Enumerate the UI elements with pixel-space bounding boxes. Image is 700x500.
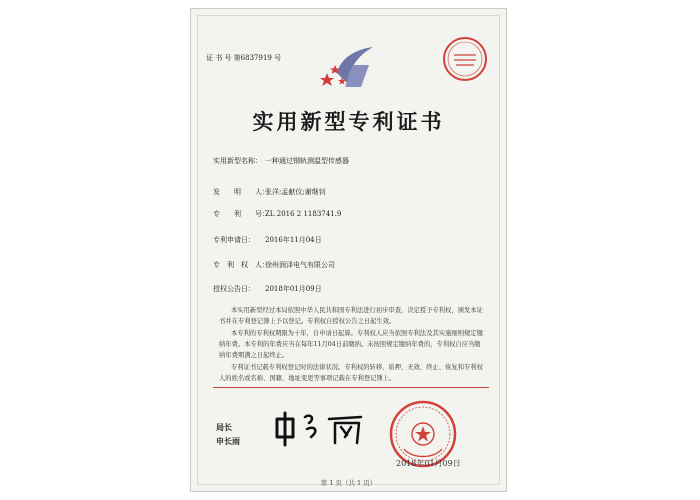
page-number: 第 1 页（共 1 页）: [320, 479, 377, 487]
printing-seal-icon: [441, 35, 489, 83]
body-paragraph: 本专利的专利权期限为十年，自申请日起算。专利权人应当依照专利法及其实施细则规定缴纳年费。本专利的年费应当在每年11月04日前缴纳。未按照规定缴纳年费的，专利权自应当缴纳年费期满之日起终止。: [219, 330, 483, 359]
certificate-title: 实用新型专利证书: [252, 109, 445, 134]
seal-date: 2018年01月09日: [396, 459, 461, 468]
field-label-patentee: 专 利 权 人：: [213, 261, 269, 269]
cnipa-logo-icon: [317, 43, 379, 93]
field-value-name: 一种通过钢轨测温型传感器: [265, 157, 349, 165]
field-value-patentee: 徐州润泽电气有限公司: [265, 261, 335, 269]
director-title: 局长: [216, 422, 232, 432]
field-label-patent-no: 专 利 号：: [213, 210, 269, 218]
field-value-inventor: 张洋;孟献仪;谢继钊: [265, 188, 326, 196]
field-label-name: 实用新型名称：: [213, 157, 262, 165]
certificate-number: 证 书 号 第6837919 号: [206, 54, 282, 62]
field-value-patent-no: ZL 2016 2 1183741.9: [265, 210, 342, 218]
field-label-application-date: 专利申请日：: [213, 236, 255, 244]
certificate-body: [219, 305, 485, 385]
patent-certificate: [190, 8, 507, 492]
body-paragraph: 专利证书记载专利权登记时的法律状况。专利权的转移、质押、无效、终止、恢复和专利权人的姓名或名称、国籍、地址变更等事项记载在专利登记簿上。: [219, 364, 483, 382]
field-value-grant-date: 2018年01月09日: [265, 285, 322, 293]
director-signature-icon: [271, 409, 367, 447]
field-value-application-date: 2016年11月04日: [265, 236, 322, 244]
field-label-grant-date: 授权公告日：: [213, 285, 255, 293]
divider-line: [213, 387, 489, 388]
director-name: 申长雨: [216, 436, 240, 446]
body-paragraph: 本实用新型经过本局依照中华人民共和国专利法进行初步审查，决定授予专利权，颁发本证书并在专利登记簿上予以登记。专利权自授权公告之日起生效。: [219, 307, 483, 325]
field-label-inventor: 发 明 人：: [213, 188, 269, 196]
